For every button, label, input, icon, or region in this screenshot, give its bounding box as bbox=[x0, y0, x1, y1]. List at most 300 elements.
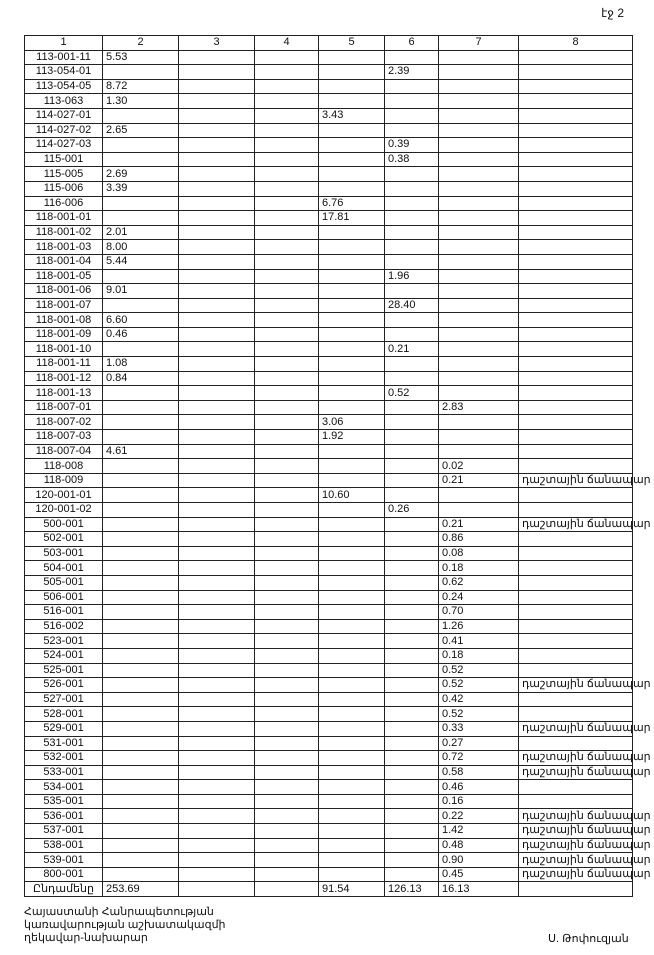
cell-c8 bbox=[519, 605, 633, 620]
cell-c1: 118-007-03 bbox=[25, 430, 103, 445]
cell-c8: դաշտային ճանապար bbox=[519, 853, 633, 868]
cell-c4 bbox=[255, 853, 319, 868]
cell-c4 bbox=[255, 123, 319, 138]
cell-c1: 118-001-05 bbox=[25, 269, 103, 284]
table-row bbox=[25, 663, 633, 678]
cell-c4 bbox=[255, 94, 319, 109]
cell-c1: 516-002 bbox=[25, 619, 103, 634]
table-row bbox=[25, 444, 633, 459]
cell-c1: 533-001 bbox=[25, 765, 103, 780]
cell-c5 bbox=[319, 357, 385, 372]
cell-c7: 0.21 bbox=[439, 473, 519, 488]
cell-c8: դաշտային ճանապար bbox=[519, 517, 633, 532]
table-row bbox=[25, 342, 633, 357]
cell-c7 bbox=[439, 503, 519, 518]
cell-c6 bbox=[385, 561, 439, 576]
table-row bbox=[25, 751, 633, 766]
cell-c3 bbox=[179, 298, 255, 313]
cell-c5 bbox=[319, 648, 385, 663]
cell-c1: 118-001-06 bbox=[25, 284, 103, 299]
cell-c2: 4.61 bbox=[103, 444, 179, 459]
cell-c6 bbox=[385, 50, 439, 65]
cell-c6 bbox=[385, 707, 439, 722]
cell-c8 bbox=[519, 430, 633, 445]
cell-c3 bbox=[179, 663, 255, 678]
cell-c2 bbox=[103, 809, 179, 824]
cell-c7 bbox=[439, 152, 519, 167]
cell-c3 bbox=[179, 824, 255, 839]
cell-c1: 534-001 bbox=[25, 780, 103, 795]
cell-c8: դաշտային ճանապար bbox=[519, 765, 633, 780]
cell-c7 bbox=[439, 444, 519, 459]
cell-c7 bbox=[439, 240, 519, 255]
cell-c5 bbox=[319, 254, 385, 269]
cell-c5 bbox=[319, 605, 385, 620]
cell-c7 bbox=[439, 94, 519, 109]
cell-c6 bbox=[385, 225, 439, 240]
cell-c4 bbox=[255, 619, 319, 634]
signatory-title bbox=[24, 906, 226, 945]
table-row bbox=[25, 284, 633, 299]
table-row bbox=[25, 181, 633, 196]
cell-c8 bbox=[519, 108, 633, 123]
cell-c1: 120-001-02 bbox=[25, 503, 103, 518]
cell-c1: 529-001 bbox=[25, 721, 103, 736]
table-row bbox=[25, 838, 633, 853]
cell-c8 bbox=[519, 79, 633, 94]
cell-c8 bbox=[519, 736, 633, 751]
cell-c4 bbox=[255, 809, 319, 824]
cell-c8 bbox=[519, 211, 633, 226]
cell-c6 bbox=[385, 634, 439, 649]
cell-c6 bbox=[385, 211, 439, 226]
cell-c3 bbox=[179, 721, 255, 736]
cell-c7: 0.24 bbox=[439, 590, 519, 605]
cell-c4 bbox=[255, 663, 319, 678]
cell-c1: 118-007-02 bbox=[25, 415, 103, 430]
cell-c7 bbox=[439, 371, 519, 386]
cell-c1: 118-009 bbox=[25, 473, 103, 488]
table-row bbox=[25, 532, 633, 547]
table-row bbox=[25, 853, 633, 868]
cell-c4 bbox=[255, 65, 319, 80]
cell-c3 bbox=[179, 532, 255, 547]
cell-c3 bbox=[179, 211, 255, 226]
cell-c3 bbox=[179, 138, 255, 153]
table-row bbox=[25, 211, 633, 226]
cell-c6: 0.21 bbox=[385, 342, 439, 357]
cell-c7: 0.18 bbox=[439, 561, 519, 576]
cell-c2: 8.00 bbox=[103, 240, 179, 255]
cell-c7 bbox=[439, 313, 519, 328]
table-row bbox=[25, 619, 633, 634]
cell-c6 bbox=[385, 167, 439, 182]
table-row bbox=[25, 546, 633, 561]
cell-c7 bbox=[439, 167, 519, 182]
cell-c6 bbox=[385, 415, 439, 430]
cell-c2 bbox=[103, 838, 179, 853]
cell-c4 bbox=[255, 342, 319, 357]
cell-c2 bbox=[103, 517, 179, 532]
cell-c6 bbox=[385, 648, 439, 663]
header-row bbox=[25, 36, 633, 51]
cell-c3 bbox=[179, 794, 255, 809]
cell-c1: 531-001 bbox=[25, 736, 103, 751]
cell-c8 bbox=[519, 298, 633, 313]
cell-c2 bbox=[103, 269, 179, 284]
cell-c2: 2.01 bbox=[103, 225, 179, 240]
cell-c2 bbox=[103, 780, 179, 795]
cell-c5 bbox=[319, 590, 385, 605]
cell-c3 bbox=[179, 108, 255, 123]
cell-c5 bbox=[319, 663, 385, 678]
table-row bbox=[25, 50, 633, 65]
cell-c2 bbox=[103, 473, 179, 488]
cell-c3 bbox=[179, 444, 255, 459]
cell-c2 bbox=[103, 648, 179, 663]
cell-c7: 0.02 bbox=[439, 459, 519, 474]
cell-c5 bbox=[319, 503, 385, 518]
table-row bbox=[25, 415, 633, 430]
cell-c6 bbox=[385, 357, 439, 372]
cell-c8: դաշտային ճանապար bbox=[519, 473, 633, 488]
cell-c8 bbox=[519, 167, 633, 182]
cell-c2 bbox=[103, 138, 179, 153]
cell-c4 bbox=[255, 824, 319, 839]
cell-c3 bbox=[179, 678, 255, 693]
cell-c4 bbox=[255, 707, 319, 722]
cell-c2 bbox=[103, 459, 179, 474]
cell-c6 bbox=[385, 459, 439, 474]
cell-c7: 2.83 bbox=[439, 400, 519, 415]
cell-c8 bbox=[519, 707, 633, 722]
cell-c2: 1.30 bbox=[103, 94, 179, 109]
cell-c5 bbox=[319, 853, 385, 868]
table-row bbox=[25, 634, 633, 649]
cell-c7: 0.27 bbox=[439, 736, 519, 751]
cell-c5 bbox=[319, 473, 385, 488]
cell-c6 bbox=[385, 751, 439, 766]
column-header-1: 1 bbox=[25, 36, 103, 51]
cell-c1: 524-001 bbox=[25, 648, 103, 663]
cell-c2 bbox=[103, 590, 179, 605]
cell-c1: 118-001-03 bbox=[25, 240, 103, 255]
cell-c5: 1.92 bbox=[319, 430, 385, 445]
cell-c7: 0.08 bbox=[439, 546, 519, 561]
cell-c4 bbox=[255, 503, 319, 518]
cell-c4 bbox=[255, 79, 319, 94]
cell-c8 bbox=[519, 342, 633, 357]
cell-c7: 0.18 bbox=[439, 648, 519, 663]
cell-c6 bbox=[385, 400, 439, 415]
cell-c1: 503-001 bbox=[25, 546, 103, 561]
cell-c2: 1.08 bbox=[103, 357, 179, 372]
cell-c2 bbox=[103, 386, 179, 401]
cell-c2 bbox=[103, 546, 179, 561]
cell-c7 bbox=[439, 342, 519, 357]
table-row bbox=[25, 152, 633, 167]
cell-c2 bbox=[103, 751, 179, 766]
cell-c8 bbox=[519, 459, 633, 474]
cell-c6 bbox=[385, 575, 439, 590]
cell-c8 bbox=[519, 634, 633, 649]
cell-c7 bbox=[439, 181, 519, 196]
cell-c7 bbox=[439, 488, 519, 503]
cell-c2 bbox=[103, 196, 179, 211]
cell-c6 bbox=[385, 327, 439, 342]
table-row bbox=[25, 794, 633, 809]
cell-c3 bbox=[179, 619, 255, 634]
cell-c2 bbox=[103, 400, 179, 415]
column-header-3: 3 bbox=[179, 36, 255, 51]
cell-c1: 516-001 bbox=[25, 605, 103, 620]
cell-c3 bbox=[179, 152, 255, 167]
cell-c1: 526-001 bbox=[25, 678, 103, 693]
table-row bbox=[25, 240, 633, 255]
cell-c5: 17.81 bbox=[319, 211, 385, 226]
cell-c4 bbox=[255, 736, 319, 751]
table-row bbox=[25, 648, 633, 663]
cell-c7: 16.13 bbox=[439, 882, 519, 897]
cell-c6 bbox=[385, 79, 439, 94]
cell-c8: դաշտային ճանապար bbox=[519, 809, 633, 824]
cell-c5 bbox=[319, 678, 385, 693]
cell-c4 bbox=[255, 138, 319, 153]
cell-c6 bbox=[385, 663, 439, 678]
cell-c4 bbox=[255, 181, 319, 196]
table-row bbox=[25, 138, 633, 153]
total-row bbox=[25, 882, 633, 897]
cell-c2 bbox=[103, 721, 179, 736]
cell-c3 bbox=[179, 473, 255, 488]
cell-c1: 114-027-03 bbox=[25, 138, 103, 153]
cell-c2 bbox=[103, 298, 179, 313]
cell-c7 bbox=[439, 108, 519, 123]
cell-c7: 0.22 bbox=[439, 809, 519, 824]
cell-c7 bbox=[439, 327, 519, 342]
page-number: էջ 2 bbox=[601, 6, 624, 20]
cell-c1: 114-027-02 bbox=[25, 123, 103, 138]
cell-c4 bbox=[255, 721, 319, 736]
cell-c1: 532-001 bbox=[25, 751, 103, 766]
cell-c2 bbox=[103, 867, 179, 882]
cell-c8 bbox=[519, 575, 633, 590]
cell-c5 bbox=[319, 751, 385, 766]
cell-c5 bbox=[319, 867, 385, 882]
cell-c6 bbox=[385, 517, 439, 532]
table-row bbox=[25, 430, 633, 445]
table-row bbox=[25, 575, 633, 590]
cell-c5 bbox=[319, 736, 385, 751]
table-row bbox=[25, 736, 633, 751]
cell-c3 bbox=[179, 313, 255, 328]
cell-c2 bbox=[103, 765, 179, 780]
cell-c7: 0.41 bbox=[439, 634, 519, 649]
cell-c2 bbox=[103, 342, 179, 357]
cell-c4 bbox=[255, 678, 319, 693]
cell-c5 bbox=[319, 780, 385, 795]
cell-c7: 0.42 bbox=[439, 692, 519, 707]
cell-c7: 0.58 bbox=[439, 765, 519, 780]
cell-c8 bbox=[519, 532, 633, 547]
cell-c7: 0.16 bbox=[439, 794, 519, 809]
cell-c2 bbox=[103, 605, 179, 620]
cell-c6: 0.52 bbox=[385, 386, 439, 401]
cell-c7 bbox=[439, 123, 519, 138]
cell-c7 bbox=[439, 225, 519, 240]
cell-c5 bbox=[319, 444, 385, 459]
cell-c3 bbox=[179, 240, 255, 255]
cell-c1: 114-027-01 bbox=[25, 108, 103, 123]
column-header-8: 8 bbox=[519, 36, 633, 51]
cell-c4 bbox=[255, 473, 319, 488]
cell-c2 bbox=[103, 794, 179, 809]
cell-c7: 0.52 bbox=[439, 663, 519, 678]
table-row bbox=[25, 809, 633, 824]
table-row bbox=[25, 605, 633, 620]
cell-c5 bbox=[319, 692, 385, 707]
cell-c4 bbox=[255, 386, 319, 401]
cell-c1: 118-001-11 bbox=[25, 357, 103, 372]
table-row bbox=[25, 867, 633, 882]
cell-c3 bbox=[179, 254, 255, 269]
cell-c4 bbox=[255, 634, 319, 649]
cell-c7: 0.90 bbox=[439, 853, 519, 868]
cell-c3 bbox=[179, 575, 255, 590]
cell-c7: 1.26 bbox=[439, 619, 519, 634]
cell-c7: 0.48 bbox=[439, 838, 519, 853]
cell-c1: 113-001-11 bbox=[25, 50, 103, 65]
cell-c6: 28.40 bbox=[385, 298, 439, 313]
cell-c6 bbox=[385, 371, 439, 386]
cell-c6 bbox=[385, 546, 439, 561]
cell-c3 bbox=[179, 634, 255, 649]
cell-c3 bbox=[179, 123, 255, 138]
data-table bbox=[24, 35, 651, 897]
cell-c2: 9.01 bbox=[103, 284, 179, 299]
cell-c4 bbox=[255, 211, 319, 226]
cell-c2 bbox=[103, 488, 179, 503]
cell-c6 bbox=[385, 590, 439, 605]
cell-c8 bbox=[519, 619, 633, 634]
cell-c7: 0.33 bbox=[439, 721, 519, 736]
cell-c3 bbox=[179, 648, 255, 663]
cell-c7: 0.86 bbox=[439, 532, 519, 547]
table-row bbox=[25, 503, 633, 518]
cell-c5 bbox=[319, 721, 385, 736]
cell-c8 bbox=[519, 240, 633, 255]
cell-c8 bbox=[519, 648, 633, 663]
column-header-2: 2 bbox=[103, 36, 179, 51]
cell-c1: 118-001-01 bbox=[25, 211, 103, 226]
cell-c8 bbox=[519, 225, 633, 240]
table-row bbox=[25, 517, 633, 532]
table-row bbox=[25, 196, 633, 211]
cell-c3 bbox=[179, 605, 255, 620]
cell-c4 bbox=[255, 254, 319, 269]
column-header-4: 4 bbox=[255, 36, 319, 51]
cell-c3 bbox=[179, 838, 255, 853]
cell-c7 bbox=[439, 196, 519, 211]
cell-c3 bbox=[179, 853, 255, 868]
cell-c5 bbox=[319, 546, 385, 561]
cell-c2 bbox=[103, 678, 179, 693]
cell-c7 bbox=[439, 298, 519, 313]
cell-c5 bbox=[319, 298, 385, 313]
cell-c8 bbox=[519, 284, 633, 299]
cell-c4 bbox=[255, 546, 319, 561]
cell-c1: 115-005 bbox=[25, 167, 103, 182]
cell-c6 bbox=[385, 108, 439, 123]
cell-c6 bbox=[385, 765, 439, 780]
cell-c1: 800-001 bbox=[25, 867, 103, 882]
cell-c7 bbox=[439, 284, 519, 299]
table-row bbox=[25, 298, 633, 313]
table-row bbox=[25, 357, 633, 372]
cell-c4 bbox=[255, 327, 319, 342]
cell-c6 bbox=[385, 444, 439, 459]
cell-c8 bbox=[519, 313, 633, 328]
cell-c8: դաշտային ճանապար bbox=[519, 867, 633, 882]
cell-c5 bbox=[319, 371, 385, 386]
cell-c3 bbox=[179, 751, 255, 766]
cell-c2: 0.84 bbox=[103, 371, 179, 386]
cell-c4 bbox=[255, 415, 319, 430]
cell-c5 bbox=[319, 634, 385, 649]
cell-c1: Ընդամենը bbox=[25, 882, 103, 897]
cell-c2 bbox=[103, 532, 179, 547]
cell-c6 bbox=[385, 838, 439, 853]
table-row bbox=[25, 824, 633, 839]
cell-c4 bbox=[255, 517, 319, 532]
cell-c7: 0.52 bbox=[439, 678, 519, 693]
cell-c8: դաշտային ճանապար bbox=[519, 751, 633, 766]
cell-c8 bbox=[519, 152, 633, 167]
cell-c7 bbox=[439, 211, 519, 226]
cell-c8 bbox=[519, 444, 633, 459]
cell-c6: 0.26 bbox=[385, 503, 439, 518]
cell-c6 bbox=[385, 867, 439, 882]
cell-c6 bbox=[385, 240, 439, 255]
cell-c3 bbox=[179, 546, 255, 561]
cell-c7 bbox=[439, 269, 519, 284]
cell-c1: 528-001 bbox=[25, 707, 103, 722]
cell-c6 bbox=[385, 794, 439, 809]
cell-c7: 0.21 bbox=[439, 517, 519, 532]
cell-c4 bbox=[255, 196, 319, 211]
cell-c8 bbox=[519, 780, 633, 795]
cell-c8 bbox=[519, 327, 633, 342]
cell-c7 bbox=[439, 79, 519, 94]
cell-c3 bbox=[179, 327, 255, 342]
cell-c4 bbox=[255, 357, 319, 372]
cell-c6 bbox=[385, 313, 439, 328]
cell-c3 bbox=[179, 780, 255, 795]
cell-c4 bbox=[255, 430, 319, 445]
cell-c1: 523-001 bbox=[25, 634, 103, 649]
cell-c2: 8.72 bbox=[103, 79, 179, 94]
cell-c4 bbox=[255, 298, 319, 313]
cell-c1: 500-001 bbox=[25, 517, 103, 532]
cell-c5 bbox=[319, 386, 385, 401]
table-row bbox=[25, 371, 633, 386]
cell-c4 bbox=[255, 240, 319, 255]
cell-c5 bbox=[319, 240, 385, 255]
table-row bbox=[25, 65, 633, 80]
cell-c3 bbox=[179, 692, 255, 707]
cell-c3 bbox=[179, 736, 255, 751]
cell-c3 bbox=[179, 809, 255, 824]
